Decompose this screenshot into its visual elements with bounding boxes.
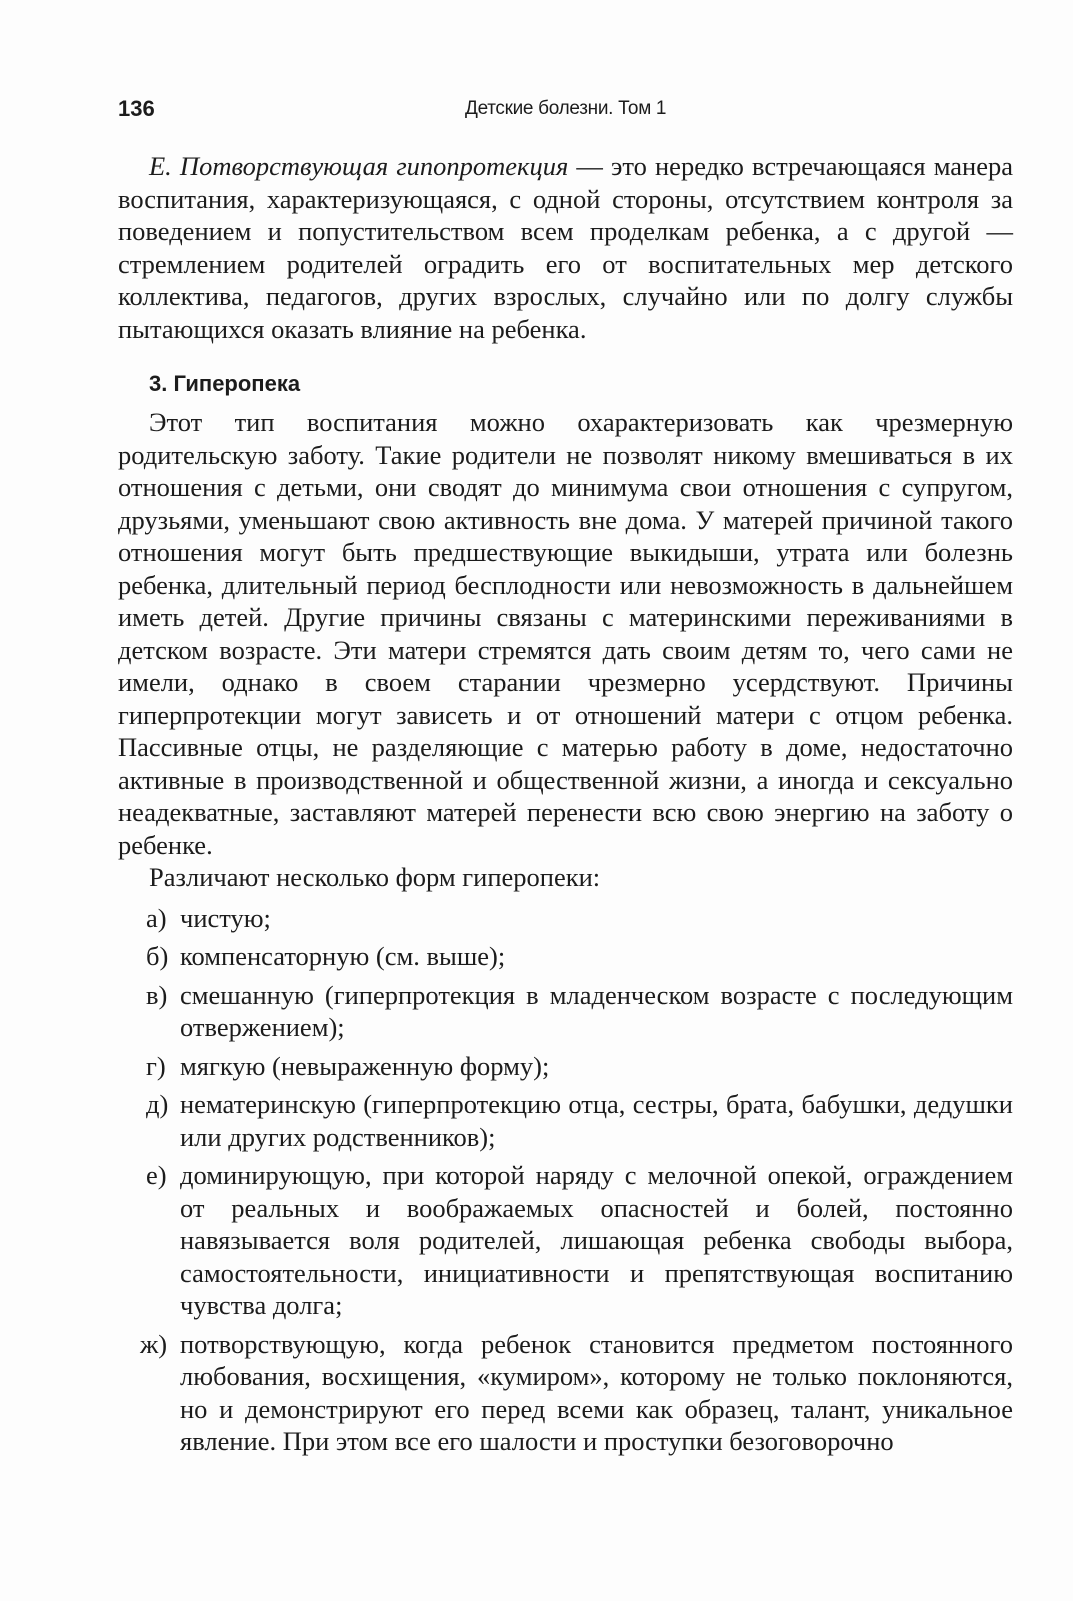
list-item xyxy=(118,979,1013,1044)
list-item xyxy=(118,1159,1013,1322)
paragraph-overprotection: Этот тип воспитания можно охарактеризовать как чрезмерную родительскую заботу. Такие родители не позволят никому вмешиваться в их отношения с детьми, они сводят до минимума свои отношения с супругом, друзьями, уменьшают свою активность вне дома. У матерей причиной такого отношения могут быть предшествующие выкидыши, утрата или болезнь ребенка, длительный период бесплодности или невозможность в дальнейшем иметь детей. Другие причины связаны с материнскими переживаниями в детском возрасте. Эти матери стремятся дать своим детям то, чего сами не имели, однако в своем старании чрезмерно усердствуют. Причины гиперпротекции могут зависеть и от отношений матери с отцом ребенка. Пассивные отцы, не разделяющие с матерью работу в доме, недостаточно активные в производственной и общественной жизни, а иногда и сексуально неадекватные, заставляют матерей перенести всю свою энергию на заботу о ребенке. xyxy=(118,407,1013,860)
paragraph-forms-intro: Различают несколько форм гиперопеки: xyxy=(149,862,601,892)
section-heading: 3. Гиперопека xyxy=(149,371,301,396)
page-number: 136 xyxy=(118,96,155,121)
book-title: Детские болезни. Том 1 xyxy=(465,98,667,119)
list-item-text: смешанную (гиперпротекция в младенческом возрасте с последующим отвержением); xyxy=(180,979,1013,1042)
list-marker: д) xyxy=(146,1089,169,1119)
list-marker: е) xyxy=(146,1160,167,1190)
running-head xyxy=(118,96,1023,130)
list-item-text: мягкую (невыраженную форму); xyxy=(180,1050,550,1081)
paragraph-text: — это нередко встречающаяся манера воспитания, характеризующаяся, с одной стороны, отсутствием контроля за поведением и попустительством всем проделкам ребенка, а с другой — стремлением родителей оградить его от воспитательных мер детского коллектива, педагогов, других взрослых, случайно или по долгу службы пытающихся оказать влияние на ребенка. xyxy=(118,151,1013,344)
list-marker: ж) xyxy=(140,1328,168,1359)
list-item xyxy=(118,1088,1013,1153)
list-item-text: потворствующую, когда ребенок становится предметом постоянного любования, восхищения, «кумиром», которому не только поклоняются, но и демонстрируют его перед всеми как образец, талант, уникальное явление. При этом все его шалости и проступки безоговорочно xyxy=(180,1328,1013,1456)
list-item xyxy=(118,1050,1013,1083)
paragraph-indulgent-hypoprotection xyxy=(118,150,1013,345)
list-item xyxy=(118,902,1013,935)
list-marker: а) xyxy=(146,902,167,933)
italic-term: Е. Потворствующая гипопротекция xyxy=(149,151,569,181)
list-item xyxy=(118,1328,1013,1458)
forms-list xyxy=(118,902,1013,1458)
list-marker: г) xyxy=(146,1050,166,1081)
list-item-text: доминирующую, при которой наряду с мелочной опекой, ограждением от реальных и воображаемых опасностей и болей, постоянно навязывается воля родителей, лишающая ребенка свободы выбора, самостоятельности, инициативности и препятствующая воспитанию чувства долга; xyxy=(180,1160,1013,1320)
list-item-text: компенсаторную (см. выше); xyxy=(180,941,506,971)
list-item-text: чистую; xyxy=(180,902,271,933)
list-marker: б) xyxy=(146,941,169,971)
list-marker: в) xyxy=(146,979,168,1010)
body-text xyxy=(118,150,1013,1464)
list-item xyxy=(118,940,1013,973)
list-item-text: нематеринскую (гиперпротекцию отца, сестры, брата, бабушки, дедушки или других родственников); xyxy=(180,1089,1013,1152)
